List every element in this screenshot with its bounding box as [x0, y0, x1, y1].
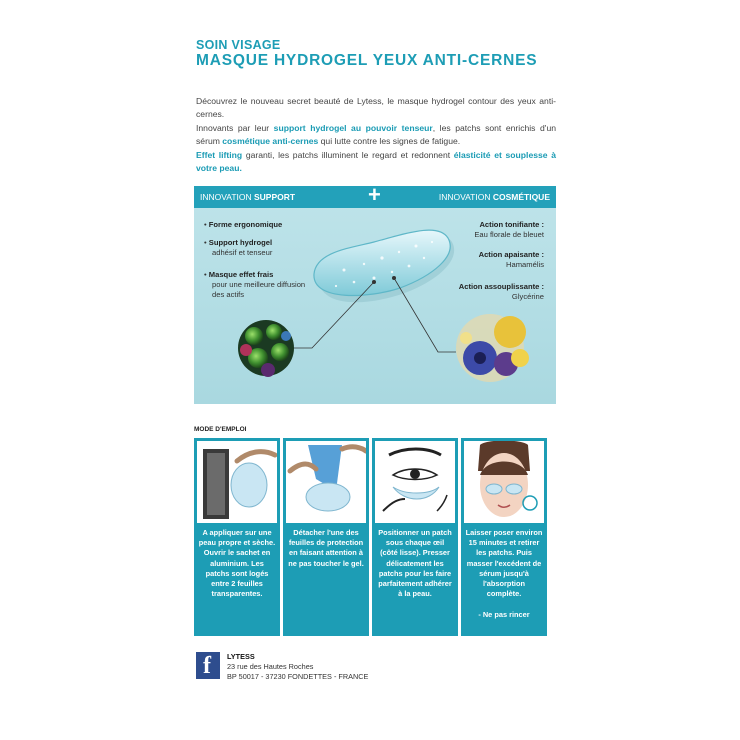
support-pointer-dot: [372, 280, 376, 284]
intro-p2a: Innovants par leur: [196, 122, 274, 133]
cosmetic-pointer-dot: [392, 276, 396, 280]
intro-text: [196, 95, 556, 175]
innovation-panel: [194, 186, 556, 404]
feature-title: Support hydrogel: [208, 238, 273, 247]
action-desc: Hamamélis: [506, 259, 544, 269]
intro-p3a: Effet lifting: [196, 149, 243, 160]
tab-support-prefix: INNOVATION: [200, 192, 254, 202]
feature-desc: adhésif et tenseur: [212, 247, 273, 257]
feature-item: • Support hydrogel adhésif et tenseur: [204, 238, 273, 257]
step-4-note: - Ne pas rincer: [478, 609, 530, 619]
action-item: [474, 220, 544, 240]
intro-p1: Découvrez le nouveau secret beauté de Lytess, le masque hydrogel contour des yeux anti-cernes.: [196, 96, 556, 120]
action-desc: Glycérine: [511, 291, 544, 301]
step-1-text: A appliquer sur une peau propre et sèche. Ouvrir le sachet en aluminium. Les patchs sont logés entre 2 feuilles transparentes.: [198, 528, 276, 599]
step-4-main-text: Laisser poser environ 15 minutes et retirer les patchs. Puis masser l'excédent de sérum jusqu'à l'absorption complète.: [465, 528, 543, 599]
action-desc: Eau florale de bleuet: [474, 229, 544, 239]
face-icon: [464, 441, 544, 523]
hydrogel-patch-icon: [314, 230, 450, 295]
feature-item: • Masque effet frais pour une meilleure diffusion des actifs: [204, 270, 314, 299]
intro-p3c: élasticité et souplesse à votre peau.: [196, 149, 556, 174]
action-item: [459, 282, 544, 302]
facebook-letter: f: [203, 653, 211, 679]
address-city: BP 50017 - 37230 FONDETTES - FRANCE: [227, 672, 369, 681]
step-2-text: Détacher l'une des feuilles de protection en faisant attention à ne pas toucher le gel.: [288, 528, 364, 568]
step-3-illustration: [375, 441, 455, 523]
action-title: Action tonifiante :: [479, 220, 544, 229]
feature-title: Forme ergonomique: [208, 220, 283, 229]
tab-support-label: SUPPORT: [254, 192, 296, 202]
action-item: [479, 250, 544, 270]
instruction-step-3: [372, 438, 458, 636]
instruction-step-1: [194, 438, 280, 636]
company-address: [227, 652, 368, 682]
instruction-step-4: [461, 438, 547, 636]
eye-patch-icon: [375, 441, 455, 523]
product-title: MASQUE HYDROGEL YEUX ANTI-CERNES: [196, 52, 538, 69]
intro-p2c: , les patchs sont enrichis d'un sérum: [196, 122, 557, 147]
tab-cosmetique-prefix: INNOVATION: [438, 192, 493, 202]
feature-item: • Forme ergonomique: [204, 220, 283, 229]
step-1-illustration: [197, 441, 277, 523]
plus-icon: +: [368, 186, 381, 207]
hydrogel-beads-icon: [238, 320, 294, 377]
step-4-text: [465, 528, 543, 620]
facebook-icon[interactable]: [196, 652, 220, 679]
feature-desc: pour une meilleure diffusion des actifs: [212, 279, 306, 299]
company-name: LYTESS: [227, 652, 255, 661]
tab-cosmetique-label: COSMÉTIQUE: [492, 192, 550, 202]
category-title: SOIN VISAGE: [196, 38, 281, 52]
feature-title: Masque effet frais: [208, 270, 274, 279]
intro-p2e: qui lutte contre les signes de fatigue.: [318, 136, 461, 147]
address-street: 23 rue des Hautes Roches: [227, 662, 314, 671]
flowers-icon: [456, 314, 529, 382]
step-3-text: Positionner un patch sous chaque œil (côté lisse). Presser délicatement les patchs pour les faire parfaitement adhérer à la peau.: [378, 528, 452, 599]
action-title: Action assouplissante :: [458, 282, 544, 291]
step-4-illustration: [464, 441, 544, 523]
sachet-icon: [197, 441, 277, 523]
intro-p2b: support hydrogel au pouvoir tenseur: [273, 122, 433, 133]
peel-film-icon: [286, 441, 366, 523]
step-2-illustration: [286, 441, 366, 523]
action-title: Action apaisante :: [478, 250, 544, 259]
intro-p3b: garanti, les patchs illuminent le regard et redonnent: [242, 149, 454, 160]
instructions-heading: MODE D'EMPLOI: [194, 426, 247, 433]
intro-p2d: cosmétique anti-cernes: [222, 136, 319, 147]
instruction-step-2: [283, 438, 369, 636]
